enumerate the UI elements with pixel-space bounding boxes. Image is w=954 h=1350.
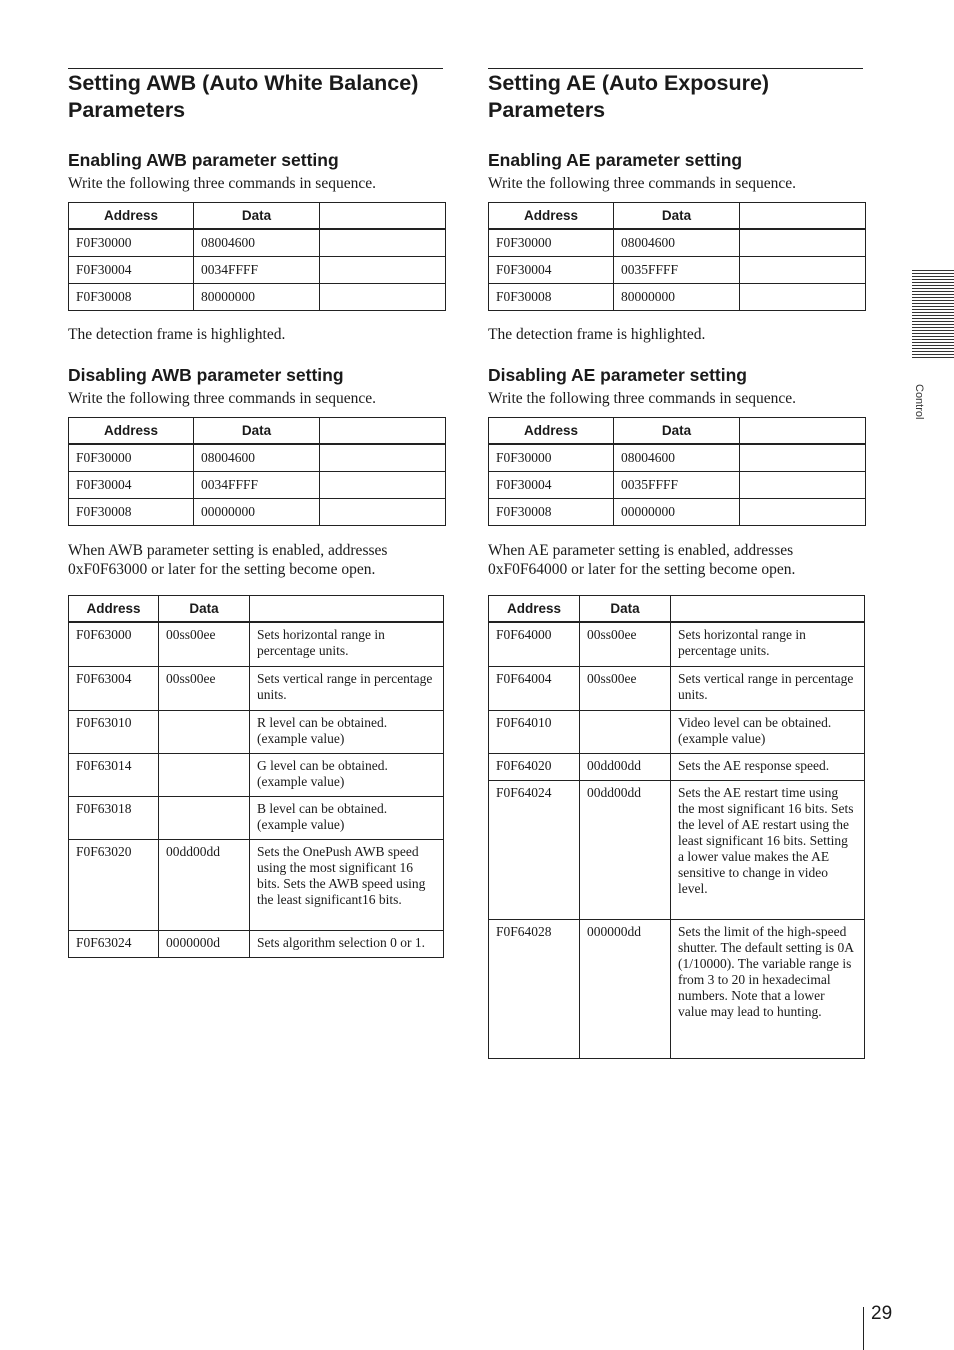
table-row <box>489 444 866 472</box>
table-cell <box>159 796 250 839</box>
ae-open-note-line2: 0xF0F64000 or later for the setting become open. <box>488 561 796 578</box>
table-cell: Sets the AE restart time using the most significant 16 bits. Sets the level of AE restart using the least significant 16 bits. Setting a lower value makes the AE sensitive to change in video level. <box>671 780 865 919</box>
awb-enable-heading: Enabling AWB parameter setting <box>68 150 339 170</box>
table-cell: F0F30000 <box>69 229 194 257</box>
table-cell: 0034FFFF <box>194 472 320 499</box>
table-cell: F0F64000 <box>489 622 580 666</box>
table-header: Address <box>69 418 194 445</box>
table-cell: Sets the limit of the high-speed shutter. The default setting is 0A (1/10000). The variable range is from 3 to 20 in hexadecimal numbers. Note that a lower value may lead to hunting. <box>671 919 865 1058</box>
table-cell: 0035FFFF <box>614 257 740 284</box>
table-cell: F0F63010 <box>69 710 159 753</box>
table-cell: 08004600 <box>614 444 740 472</box>
table-header: Data <box>194 418 320 445</box>
ae-section-title <box>488 68 863 124</box>
table-row <box>489 499 866 526</box>
awb-open-note <box>68 541 445 579</box>
awb-params-table <box>68 595 444 958</box>
ae-params-table <box>488 595 865 1059</box>
table-header <box>320 418 446 445</box>
ae-enable-intro: Write the following three commands in sequence. <box>488 175 796 192</box>
awb-open-note-line2: 0xF0F63000 or later for the setting become open. <box>68 561 376 578</box>
table-header-row <box>489 418 866 445</box>
table-cell: F0F30004 <box>489 257 614 284</box>
table-header <box>250 596 444 623</box>
table-row <box>489 284 866 311</box>
table-row <box>69 499 446 526</box>
table-cell: Sets horizontal range in percentage units. <box>671 622 865 666</box>
awb-disable-table <box>68 417 446 526</box>
table-cell <box>740 499 866 526</box>
ae-enable-note: The detection frame is highlighted. <box>488 326 706 343</box>
side-tab-stripes <box>912 270 954 360</box>
table-cell: B level can be obtained. (example value) <box>250 796 444 839</box>
awb-enable-note: The detection frame is highlighted. <box>68 326 286 343</box>
awb-enable-intro: Write the following three commands in sequence. <box>68 175 376 192</box>
table-cell <box>159 753 250 796</box>
awb-column <box>68 68 445 958</box>
table-cell: 00dd00dd <box>159 839 250 930</box>
awb-enable-table <box>68 202 446 311</box>
awb-disable-intro: Write the following three commands in sequence. <box>68 390 376 407</box>
table-row <box>69 257 446 284</box>
table-cell: Sets the OnePush AWB speed using the most significant 16 bits. Sets the AWB speed using the least significant16 bits. <box>250 839 444 930</box>
table-cell <box>320 257 446 284</box>
awb-open-note-line1: When AWB parameter setting is enabled, addresses <box>68 542 388 559</box>
table-header <box>740 203 866 230</box>
table-header: Address <box>489 203 614 230</box>
table-cell: F0F30000 <box>69 444 194 472</box>
awb-section-title <box>68 68 443 124</box>
table-cell: F0F63020 <box>69 839 159 930</box>
ae-open-note-line1: When AE parameter setting is enabled, addresses <box>488 542 794 559</box>
table-cell: F0F63018 <box>69 796 159 839</box>
table-cell: Sets vertical range in percentage units. <box>671 666 865 710</box>
table-cell: 0034FFFF <box>194 257 320 284</box>
table-cell: F0F64020 <box>489 753 580 780</box>
table-cell: 00000000 <box>614 499 740 526</box>
table-cell: F0F63000 <box>69 622 159 666</box>
table-cell <box>320 499 446 526</box>
table-cell: Sets algorithm selection 0 or 1. <box>250 930 444 957</box>
table-cell: G level can be obtained. (example value) <box>250 753 444 796</box>
ae-title-line1: Setting AE (Auto Exposure) <box>488 71 770 95</box>
table-cell: 00ss00ee <box>580 622 671 666</box>
table-cell <box>320 472 446 499</box>
table-row <box>69 444 446 472</box>
table-cell <box>320 284 446 311</box>
table-cell: 00ss00ee <box>159 666 250 710</box>
table-row <box>69 710 444 753</box>
table-header-row <box>489 203 866 230</box>
ae-enable-table <box>488 202 866 311</box>
table-header-row <box>69 596 444 623</box>
table-header <box>671 596 865 623</box>
table-row <box>489 710 865 753</box>
awb-title-line1: Setting AWB (Auto White Balance) <box>68 71 419 95</box>
ae-disable-intro: Write the following three commands in sequence. <box>488 390 796 407</box>
table-header: Data <box>194 203 320 230</box>
table-cell: F0F30008 <box>69 499 194 526</box>
table-header: Address <box>69 596 159 623</box>
table-cell: F0F64010 <box>489 710 580 753</box>
table-header: Data <box>580 596 671 623</box>
page-number: 29 <box>871 1303 893 1324</box>
table-row <box>489 780 865 919</box>
table-row <box>489 472 866 499</box>
table-row <box>69 472 446 499</box>
table-cell <box>740 257 866 284</box>
table-cell: F0F63004 <box>69 666 159 710</box>
ae-disable-table <box>488 417 866 526</box>
table-cell: F0F30004 <box>69 472 194 499</box>
ae-title-line2: Parameters <box>488 98 606 122</box>
table-header-row <box>489 596 865 623</box>
table-cell: F0F63014 <box>69 753 159 796</box>
table-cell: 00000000 <box>194 499 320 526</box>
table-header-row <box>69 418 446 445</box>
table-row <box>489 919 865 1058</box>
table-header: Data <box>159 596 250 623</box>
table-cell <box>159 710 250 753</box>
table-header <box>740 418 866 445</box>
table-cell <box>580 710 671 753</box>
table-cell: F0F30008 <box>489 284 614 311</box>
table-cell <box>740 444 866 472</box>
ae-column <box>488 68 865 1059</box>
table-cell: Video level can be obtained. (example value) <box>671 710 865 753</box>
table-cell: 00ss00ee <box>159 622 250 666</box>
table-cell: F0F64024 <box>489 780 580 919</box>
table-cell: 80000000 <box>194 284 320 311</box>
table-cell: 0000000d <box>159 930 250 957</box>
table-row <box>69 753 444 796</box>
table-cell: F0F63024 <box>69 930 159 957</box>
table-cell: F0F30004 <box>69 257 194 284</box>
table-row <box>489 257 866 284</box>
table-header: Data <box>614 418 740 445</box>
table-header <box>320 203 446 230</box>
table-cell: Sets vertical range in percentage units. <box>250 666 444 710</box>
side-tab-label: Control <box>913 384 925 420</box>
table-header-row <box>69 203 446 230</box>
table-cell: R level can be obtained. (example value) <box>250 710 444 753</box>
table-cell: 08004600 <box>194 229 320 257</box>
table-row <box>489 229 866 257</box>
table-header: Address <box>489 596 580 623</box>
table-row <box>489 622 865 666</box>
table-cell: F0F30004 <box>489 472 614 499</box>
page-number-divider <box>863 1307 864 1350</box>
table-cell: 000000dd <box>580 919 671 1058</box>
table-cell: F0F30008 <box>69 284 194 311</box>
table-cell: 08004600 <box>614 229 740 257</box>
table-cell: 00dd00dd <box>580 780 671 919</box>
table-row <box>69 839 444 930</box>
ae-enable-heading: Enabling AE parameter setting <box>488 150 743 170</box>
awb-disable-heading: Disabling AWB parameter setting <box>68 365 344 385</box>
table-cell: F0F30008 <box>489 499 614 526</box>
table-row <box>69 229 446 257</box>
table-cell <box>740 472 866 499</box>
table-cell: Sets horizontal range in percentage units. <box>250 622 444 666</box>
awb-title-line2: Parameters <box>68 98 186 122</box>
table-header: Address <box>69 203 194 230</box>
table-cell: 00dd00dd <box>580 753 671 780</box>
table-cell: 0035FFFF <box>614 472 740 499</box>
table-cell: 80000000 <box>614 284 740 311</box>
table-header: Data <box>614 203 740 230</box>
table-row <box>69 796 444 839</box>
table-header: Address <box>489 418 614 445</box>
table-row <box>69 284 446 311</box>
table-cell <box>740 229 866 257</box>
table-cell: Sets the AE response speed. <box>671 753 865 780</box>
table-row <box>69 666 444 710</box>
table-cell: F0F64028 <box>489 919 580 1058</box>
ae-open-note <box>488 541 865 579</box>
table-row <box>489 753 865 780</box>
table-cell: F0F30000 <box>489 229 614 257</box>
ae-disable-heading: Disabling AE parameter setting <box>488 365 747 385</box>
table-row <box>69 930 444 957</box>
table-cell: 00ss00ee <box>580 666 671 710</box>
table-cell <box>320 229 446 257</box>
table-cell <box>740 284 866 311</box>
table-cell: F0F30000 <box>489 444 614 472</box>
table-cell: F0F64004 <box>489 666 580 710</box>
table-row <box>489 666 865 710</box>
table-cell: 08004600 <box>194 444 320 472</box>
table-cell <box>320 444 446 472</box>
table-row <box>69 622 444 666</box>
